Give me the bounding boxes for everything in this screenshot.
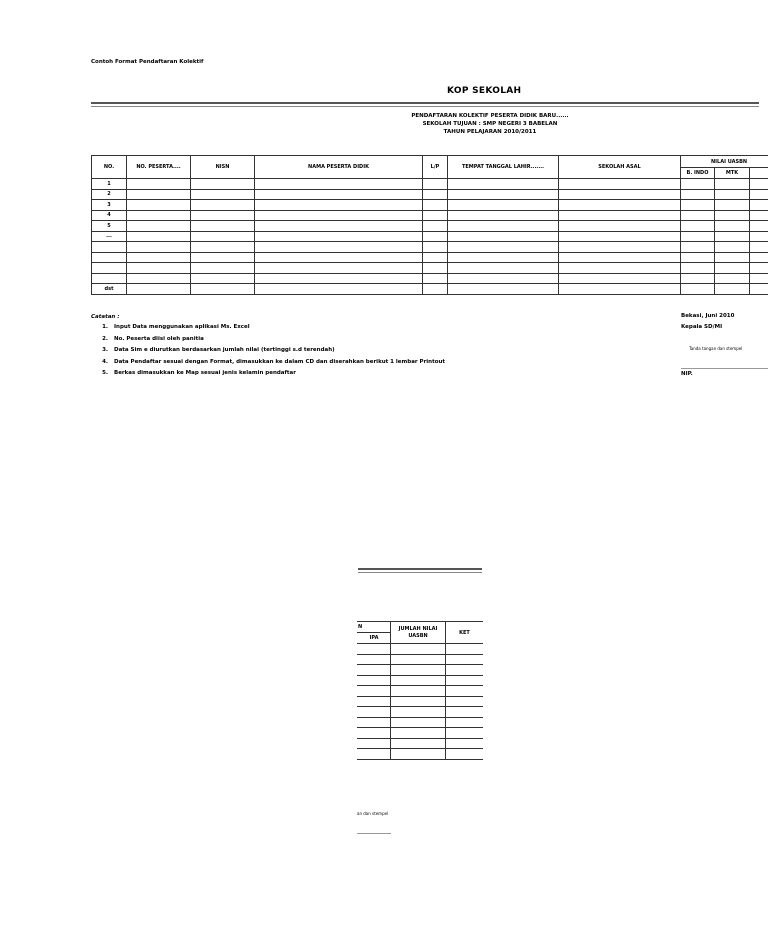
page-title: KOP SEKOLAH	[447, 86, 522, 96]
table-row	[92, 242, 768, 253]
table-cell	[715, 189, 750, 200]
table-cell	[715, 210, 750, 221]
table-row	[92, 221, 768, 232]
table-cell	[255, 200, 423, 211]
table-cell	[715, 231, 750, 242]
table-cell	[357, 738, 391, 749]
table-cell	[357, 675, 391, 686]
header-b-indo: B. INDO	[681, 168, 715, 179]
table-cell	[191, 252, 255, 263]
note-number: 3.	[102, 347, 108, 353]
table-cell	[391, 749, 446, 760]
table-row	[357, 686, 483, 697]
table-cell	[446, 707, 484, 718]
table-cell	[559, 273, 681, 284]
table-cell	[191, 263, 255, 274]
table-cell	[559, 210, 681, 221]
row-number-cell	[92, 273, 127, 284]
table-row	[92, 284, 768, 295]
table-cell	[681, 231, 715, 242]
table-row	[357, 717, 483, 728]
table-row	[92, 252, 768, 263]
table-cell	[191, 284, 255, 295]
table-cell	[391, 686, 446, 697]
table-cell	[357, 707, 391, 718]
table-cell	[423, 263, 448, 274]
page2-header-ket: KET	[446, 622, 484, 644]
table-cell	[681, 221, 715, 232]
table-cell	[255, 179, 423, 190]
notes-label	[91, 314, 119, 320]
table-cell	[391, 644, 446, 655]
page2-header-ipa: IPA	[357, 633, 391, 644]
header-nama: NAMA PESERTA DIDIK	[255, 156, 423, 179]
table-cell	[715, 252, 750, 263]
table-cell	[357, 749, 391, 760]
table-cell	[559, 221, 681, 232]
table-cell	[448, 252, 559, 263]
note-text: No. Peserta diisi oleh panitia	[114, 335, 204, 342]
header-ipa-cut	[750, 168, 768, 179]
note-item	[96, 359, 445, 371]
table-cell	[681, 252, 715, 263]
table-cell	[255, 231, 423, 242]
table-cell	[681, 179, 715, 190]
table-cell	[127, 189, 191, 200]
table-cell	[750, 189, 768, 200]
table-cell	[559, 179, 681, 190]
note-number: 1.	[102, 324, 108, 330]
table-cell	[448, 200, 559, 211]
table-cell	[191, 189, 255, 200]
header-nisn: NISN	[191, 156, 255, 179]
note-text: Data Pendaftar sesuai dengan Format, dimasukkan ke dalam CD dan diserahkan berikut 1 lembar Printout	[114, 358, 446, 365]
notes-label-text: Catatan :	[91, 314, 120, 320]
table-cell	[750, 200, 768, 211]
table-cell	[391, 707, 446, 718]
table-cell	[423, 200, 448, 211]
table-cell	[448, 210, 559, 221]
page2-sign-line	[357, 833, 391, 834]
table-cell	[750, 252, 768, 263]
table-cell	[127, 221, 191, 232]
table-cell	[423, 210, 448, 221]
table-cell	[559, 263, 681, 274]
table-cell	[255, 252, 423, 263]
page2-header-jumlah: JUMLAH NILAI UASBN	[391, 622, 446, 644]
table-cell	[191, 200, 255, 211]
table-cell	[191, 273, 255, 284]
table-cell	[750, 263, 768, 274]
table-cell	[255, 263, 423, 274]
row-number-cell: 4	[92, 210, 127, 221]
table-cell	[423, 252, 448, 263]
table-cell	[681, 284, 715, 295]
table-cell	[255, 189, 423, 200]
table-cell	[391, 696, 446, 707]
table-cell	[750, 221, 768, 232]
table-cell	[559, 252, 681, 263]
notes-list	[96, 324, 445, 382]
table-cell	[357, 696, 391, 707]
table-cell	[127, 200, 191, 211]
subtitle-line: SEKOLAH TUJUAN : SMP NEGERI 3 BABELAN	[422, 121, 558, 127]
table-cell	[391, 665, 446, 676]
row-number-cell: dst	[92, 284, 127, 295]
table-row	[357, 644, 483, 655]
document-caption: Contoh Format Pendaftaran Kolektif	[91, 59, 204, 65]
table-cell	[446, 749, 484, 760]
table-cell	[423, 284, 448, 295]
header-mtk: MTK	[715, 168, 750, 179]
table-row	[92, 210, 768, 221]
table-cell	[446, 686, 484, 697]
table-cell	[127, 242, 191, 253]
table-cell	[191, 231, 255, 242]
note-number: 4.	[102, 358, 108, 365]
table-cell	[448, 284, 559, 295]
row-number-cell: 5	[92, 221, 127, 232]
table-cell	[750, 210, 768, 221]
table-cell	[448, 221, 559, 232]
table-cell	[357, 728, 391, 739]
table-cell	[681, 242, 715, 253]
note-number: 5.	[102, 370, 108, 376]
header-no-peserta: NO. PESERTA....	[127, 156, 191, 179]
table-row	[357, 728, 483, 739]
table-row	[92, 189, 768, 200]
table-cell	[357, 686, 391, 697]
table-cell	[255, 284, 423, 295]
table-cell	[423, 221, 448, 232]
table-cell	[681, 273, 715, 284]
header-no: NO.	[92, 156, 127, 179]
table-cell	[191, 242, 255, 253]
table-cell	[255, 221, 423, 232]
table-cell	[127, 284, 191, 295]
row-number-cell	[92, 252, 127, 263]
table-cell	[391, 675, 446, 686]
table-row	[92, 263, 768, 274]
header-lp: L/P	[423, 156, 448, 179]
nip-label: NIP.	[681, 371, 693, 377]
table-row	[357, 707, 483, 718]
row-number-cell	[92, 263, 127, 274]
table-row	[357, 749, 483, 760]
note-text: Input Data menggunakan aplikasi Ms. Excel	[114, 324, 250, 330]
table-cell	[446, 728, 484, 739]
page2-table-body	[357, 644, 483, 760]
table-cell	[423, 231, 448, 242]
row-number-cell	[92, 242, 127, 253]
table-cell	[357, 717, 391, 728]
table-cell	[446, 665, 484, 676]
note-item	[96, 336, 445, 348]
table-cell	[446, 738, 484, 749]
table-cell	[391, 728, 446, 739]
signature-note: Tanda tangan dan stempel	[689, 346, 743, 351]
table-cell	[448, 273, 559, 284]
row-number-cell: 1	[92, 179, 127, 190]
registration-table	[91, 155, 768, 295]
place-date: Bekasi, Juni 2010	[681, 313, 735, 319]
page2-table	[357, 621, 483, 760]
table-cell	[750, 273, 768, 284]
table-cell	[191, 221, 255, 232]
table-cell	[127, 263, 191, 274]
page2-sign-note: an dan stempel	[357, 811, 389, 816]
table-cell	[750, 242, 768, 253]
table-cell	[446, 717, 484, 728]
header-ttl: TEMPAT TANGGAL LAHIR.......	[448, 156, 559, 179]
table-cell	[715, 242, 750, 253]
table-cell	[750, 284, 768, 295]
table-cell	[423, 273, 448, 284]
table-cell	[446, 675, 484, 686]
note-number: 2.	[102, 335, 108, 342]
table-row	[92, 273, 768, 284]
table-cell	[715, 273, 750, 284]
header-nilai-uasbn: NILAI UASBN	[681, 156, 768, 168]
table-cell	[391, 738, 446, 749]
table-cell	[255, 273, 423, 284]
table-cell	[255, 242, 423, 253]
subtitle-block	[390, 113, 590, 137]
table-cell	[255, 210, 423, 221]
table-cell	[127, 252, 191, 263]
table-cell	[423, 189, 448, 200]
table-cell	[448, 189, 559, 200]
table-cell	[448, 242, 559, 253]
table-cell	[715, 284, 750, 295]
table-cell	[448, 263, 559, 274]
table-cell	[681, 210, 715, 221]
table-cell	[559, 284, 681, 295]
table-cell	[127, 273, 191, 284]
table-row	[357, 696, 483, 707]
note-item	[96, 347, 445, 359]
subtitle-line: TAHUN PELAJARAN 2010/2011	[443, 129, 537, 135]
table-cell	[446, 644, 484, 655]
title-rule-thin	[91, 106, 759, 107]
note-item	[96, 324, 445, 336]
table-cell	[423, 179, 448, 190]
table-cell	[681, 189, 715, 200]
table-cell	[715, 200, 750, 211]
table-cell	[446, 696, 484, 707]
table-cell	[559, 200, 681, 211]
row-number-cell: 3	[92, 200, 127, 211]
table-cell	[423, 242, 448, 253]
table-cell	[127, 210, 191, 221]
table-cell	[559, 231, 681, 242]
table-cell	[357, 644, 391, 655]
row-number-cell: ...	[92, 231, 127, 242]
table-row	[357, 665, 483, 676]
row-number-cell: 2	[92, 189, 127, 200]
signature-block	[681, 313, 768, 383]
note-item	[96, 370, 445, 382]
table-cell	[559, 189, 681, 200]
table-row	[92, 179, 768, 190]
title-rule-thick	[91, 102, 759, 104]
table-row	[92, 231, 768, 242]
table-cell	[357, 665, 391, 676]
table-cell	[681, 263, 715, 274]
subtitle-line: PENDAFTARAN KOLEKTIF PESERTA DIDIK BARU......	[411, 113, 569, 119]
table-cell	[715, 263, 750, 274]
table-cell	[127, 231, 191, 242]
table-cell	[391, 654, 446, 665]
table-row	[92, 200, 768, 211]
page2-rule-thin	[358, 572, 482, 573]
table-row	[357, 654, 483, 665]
page2-table-wrapper	[357, 621, 483, 763]
table-cell	[559, 242, 681, 253]
page2-header-fragment: N	[357, 622, 391, 633]
note-text: Data Sim e diurutkan berdasarkan jumlah nilai (tertinggi s.d terendah)	[114, 347, 335, 353]
registration-table-wrapper	[91, 155, 768, 300]
table-row	[357, 675, 483, 686]
note-text: Berkas dimasukkan ke Map sesuai jenis kelamin pendaftar	[114, 370, 296, 376]
table-cell	[448, 231, 559, 242]
table-cell	[750, 231, 768, 242]
table-cell	[750, 179, 768, 190]
table-row	[357, 738, 483, 749]
table-cell	[446, 654, 484, 665]
page2-rule-thick	[358, 568, 482, 570]
header-sekolah-asal: SEKOLAH ASAL	[559, 156, 681, 179]
table-cell	[191, 179, 255, 190]
table-cell	[681, 200, 715, 211]
table-cell	[715, 221, 750, 232]
table-cell	[191, 210, 255, 221]
registration-table-body	[92, 179, 768, 295]
signature-role: Kepala SD/MI	[681, 324, 723, 330]
table-cell	[391, 717, 446, 728]
table-cell	[127, 179, 191, 190]
table-cell	[357, 654, 391, 665]
table-cell	[448, 179, 559, 190]
signature-line	[681, 368, 768, 369]
table-cell	[715, 179, 750, 190]
